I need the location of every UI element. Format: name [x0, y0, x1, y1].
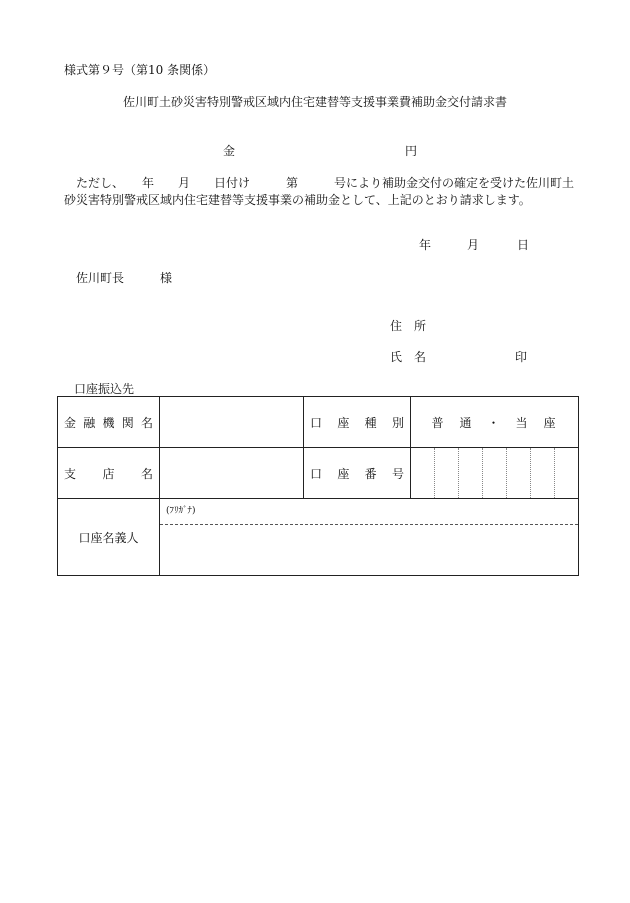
account-holder-name-field[interactable]	[160, 525, 578, 575]
date-day: 日	[517, 238, 530, 252]
branch-label	[58, 448, 160, 499]
institution-label-char: 融	[83, 415, 96, 430]
digit-box[interactable]	[434, 448, 458, 498]
account-type-options[interactable]: 普 通 ・ 当 座	[411, 397, 579, 448]
branch-label-char: 名	[140, 466, 153, 481]
date-line	[419, 237, 529, 253]
account-number-field[interactable]	[411, 448, 579, 499]
bank-section-heading: 口座振込先	[74, 382, 135, 396]
branch-label-char: 支	[64, 466, 77, 481]
account-type-label-char: 座	[337, 415, 350, 430]
bank-account-table	[57, 396, 579, 576]
branch-label-spread	[58, 465, 159, 482]
account-type-label-char: 別	[391, 415, 404, 430]
account-type-label	[304, 397, 411, 448]
account-number-label-char: 番	[364, 466, 377, 481]
account-type-label-spread	[304, 414, 410, 431]
name-label: 氏 名	[390, 350, 427, 364]
amount-unit: 円	[405, 144, 418, 158]
account-type-label-char: 口	[310, 415, 323, 430]
addressee: 佐川町長 様	[76, 271, 173, 285]
institution-label-char: 金	[64, 415, 77, 430]
table-row	[58, 397, 579, 448]
institution-label-char: 関	[121, 415, 134, 430]
branch-label-char: 店	[102, 466, 115, 481]
furigana-label: (ﾌﾘｶﾞﾅ)	[160, 499, 578, 525]
branch-field[interactable]	[160, 448, 304, 499]
account-holder-label: 口座名義人	[58, 499, 160, 576]
seal-mark: 印	[515, 350, 528, 364]
request-body-text: ただし、 年 月 日付け 第 号により補助金交付の確定を受けた佐川町土砂災害特別警戒区域内住宅建替等支援事業の補助金として、上記のとおり請求します。	[64, 176, 575, 207]
institution-label-cell	[58, 397, 160, 448]
account-number-label-char: 座	[337, 466, 350, 481]
table-row	[58, 499, 579, 576]
digit-box[interactable]	[411, 448, 434, 498]
account-number-label-char: 口	[310, 466, 323, 481]
account-holder-field[interactable]	[160, 499, 579, 576]
date-month: 月	[467, 238, 480, 252]
form-number: 様式第９号（第10 条関係）	[64, 63, 216, 77]
account-type-label-char: 種	[364, 415, 377, 430]
account-number-label-spread	[304, 465, 410, 482]
date-year: 年	[419, 238, 432, 252]
institution-label-char: 機	[102, 415, 115, 430]
digit-box[interactable]	[530, 448, 554, 498]
account-number-digit-boxes	[411, 448, 578, 498]
digit-box[interactable]	[458, 448, 482, 498]
account-number-label	[304, 448, 411, 499]
address-label: 住 所	[390, 319, 427, 333]
digit-box[interactable]	[482, 448, 506, 498]
institution-label-char: 名	[140, 415, 153, 430]
institution-label	[58, 414, 159, 431]
table-row	[58, 448, 579, 499]
institution-field[interactable]	[160, 397, 304, 448]
digit-box[interactable]	[554, 448, 578, 498]
digit-box[interactable]	[506, 448, 530, 498]
amount-label: 金	[223, 144, 236, 158]
account-number-label-char: 号	[391, 466, 404, 481]
document-title: 佐川町土砂災害特別警戒区域内住宅建替等支援事業費補助金交付請求書	[122, 95, 507, 109]
